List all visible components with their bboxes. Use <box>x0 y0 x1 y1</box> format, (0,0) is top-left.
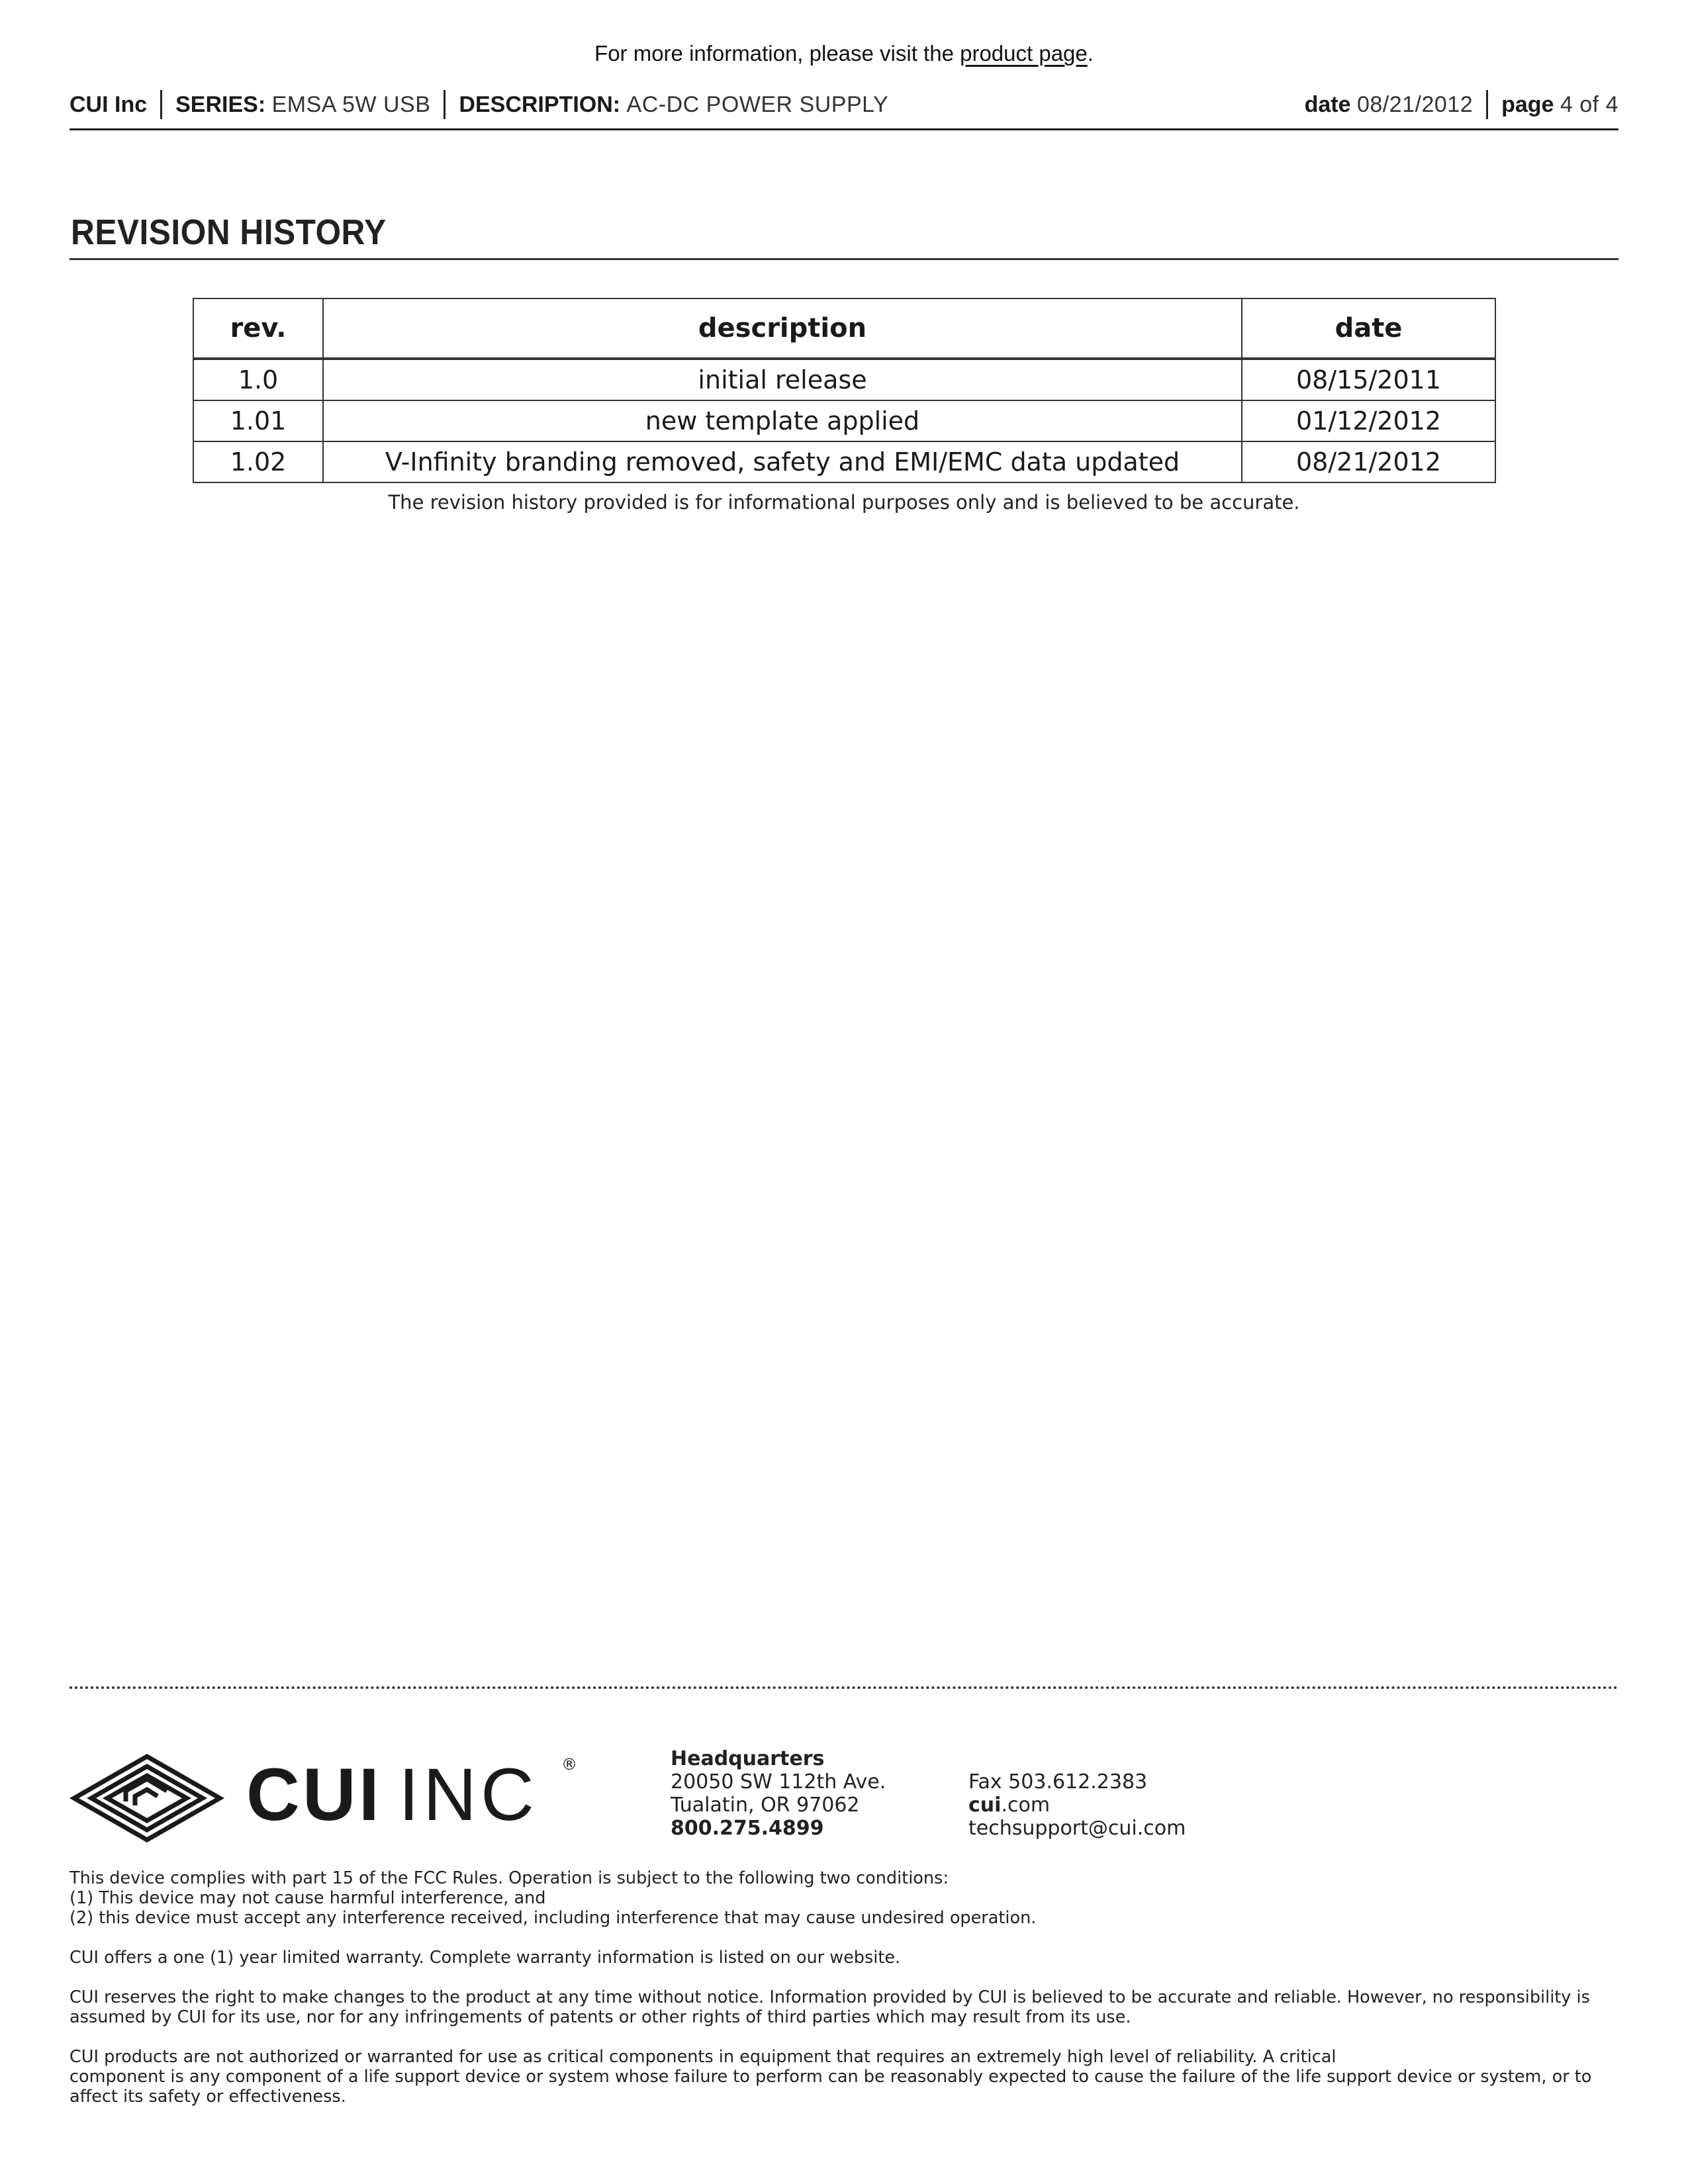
revision-history-table <box>193 298 1496 483</box>
warranty-notice <box>70 1948 1618 1968</box>
table-row <box>193 359 1495 400</box>
fax-number: Fax 503.612.2383 <box>968 1770 1148 1794</box>
table-header-row <box>193 298 1495 359</box>
section-rule <box>70 258 1618 260</box>
hq-address-line1: 20050 SW 112th Ave. <box>671 1770 886 1794</box>
cell-description: new template applied <box>323 400 1242 441</box>
footer-divider <box>70 1686 1618 1689</box>
header-rev: rev. <box>193 298 323 359</box>
cell-date: 08/15/2011 <box>1242 359 1495 400</box>
critical-line: component is any component of a life support device or system whose failure to perform can be reasonably expected to cause the failure of the life support device or system, or to <box>70 2067 1592 2087</box>
reserve-notice <box>70 1987 1618 2027</box>
description-label: DESCRIPTION: <box>459 91 621 117</box>
header-divider <box>444 90 445 119</box>
reserve-line: CUI reserves the right to make changes to the product at any time without notice. Information provided by CUI is believed to be accurate and reliable. However, no responsibility is <box>70 1987 1590 2007</box>
product-page-link[interactable]: product page <box>960 41 1088 66</box>
header-rule <box>70 128 1618 130</box>
date-value: 08/21/2012 <box>1356 91 1474 117</box>
table-row <box>193 441 1495 482</box>
table-note: The revision history provided is for informational purposes only and is believed to be accurate. <box>388 491 1300 514</box>
fcc-notice <box>70 1868 1618 1928</box>
cell-rev: 1.0 <box>193 359 323 400</box>
cell-description: initial release <box>323 359 1242 400</box>
series-label: SERIES: <box>175 91 266 117</box>
header-divider <box>1486 90 1488 119</box>
warranty-line: CUI offers a one (1) year limited warranty. Complete warranty information is listed on our website. <box>70 1948 901 1968</box>
header-date: date <box>1242 298 1495 359</box>
company-name: CUI Inc <box>70 91 148 117</box>
contact-block <box>968 1770 1186 1840</box>
critical-line: CUI products are not authorized or warranted for use as critical components in equipment that requires an extremely high level of reliability. A critical <box>70 2047 1336 2067</box>
cell-description: V-Infinity branding removed, safety and EMI/EMC data updated <box>323 441 1242 482</box>
cui-logo-word-cui: CUI <box>246 1753 382 1836</box>
series-value: EMSA 5W USB <box>271 91 431 117</box>
page-header <box>70 85 1618 124</box>
website-bold: cui <box>968 1794 1002 1817</box>
fcc-line: This device complies with part 15 of the FCC Rules. Operation is subject to the following two conditions: <box>70 1868 949 1888</box>
support-email[interactable]: techsupport@cui.com <box>968 1817 1186 1840</box>
top-info-prefix: For more information, please visit the <box>594 41 961 66</box>
critical-components-notice <box>70 2047 1618 2107</box>
top-info-line <box>0 41 1688 66</box>
description-value: AC-DC POWER SUPPLY <box>626 91 889 117</box>
cell-date: 01/12/2012 <box>1242 400 1495 441</box>
cui-logo-mark-icon <box>74 1756 220 1840</box>
hq-phone: 800.275.4899 <box>671 1817 824 1840</box>
top-info-suffix: . <box>1087 41 1094 66</box>
website-rest: .com <box>1001 1794 1051 1817</box>
cui-logo-word-inc: INC <box>399 1753 538 1836</box>
date-label: date <box>1304 91 1351 117</box>
reserve-line: assumed by CUI for its use, nor for any infringements of patents or other rights of third parties which may result from its use. <box>70 2007 1131 2027</box>
website-link[interactable] <box>968 1794 1186 1817</box>
hq-address-line2: Tualatin, OR 97062 <box>671 1794 860 1817</box>
page-value: 4 of 4 <box>1560 91 1618 117</box>
registered-mark: ® <box>561 1755 577 1774</box>
section-title: REVISION HISTORY <box>71 212 387 252</box>
table-row <box>193 400 1495 441</box>
hq-title: Headquarters <box>671 1747 825 1770</box>
header-divider <box>160 90 162 119</box>
headquarters-block <box>671 1747 886 1840</box>
fcc-line: (1) This device may not cause harmful interference, and <box>70 1888 546 1908</box>
cell-rev: 1.02 <box>193 441 323 482</box>
cell-date: 08/21/2012 <box>1242 441 1495 482</box>
page-label: page <box>1501 91 1554 117</box>
cui-logo <box>69 1735 585 1848</box>
critical-line: affect its safety or effectiveness. <box>70 2087 346 2107</box>
header-description: description <box>323 298 1242 359</box>
cell-rev: 1.01 <box>193 400 323 441</box>
fcc-line: (2) this device must accept any interference received, including interference that may cause undesired operation. <box>70 1908 1037 1928</box>
